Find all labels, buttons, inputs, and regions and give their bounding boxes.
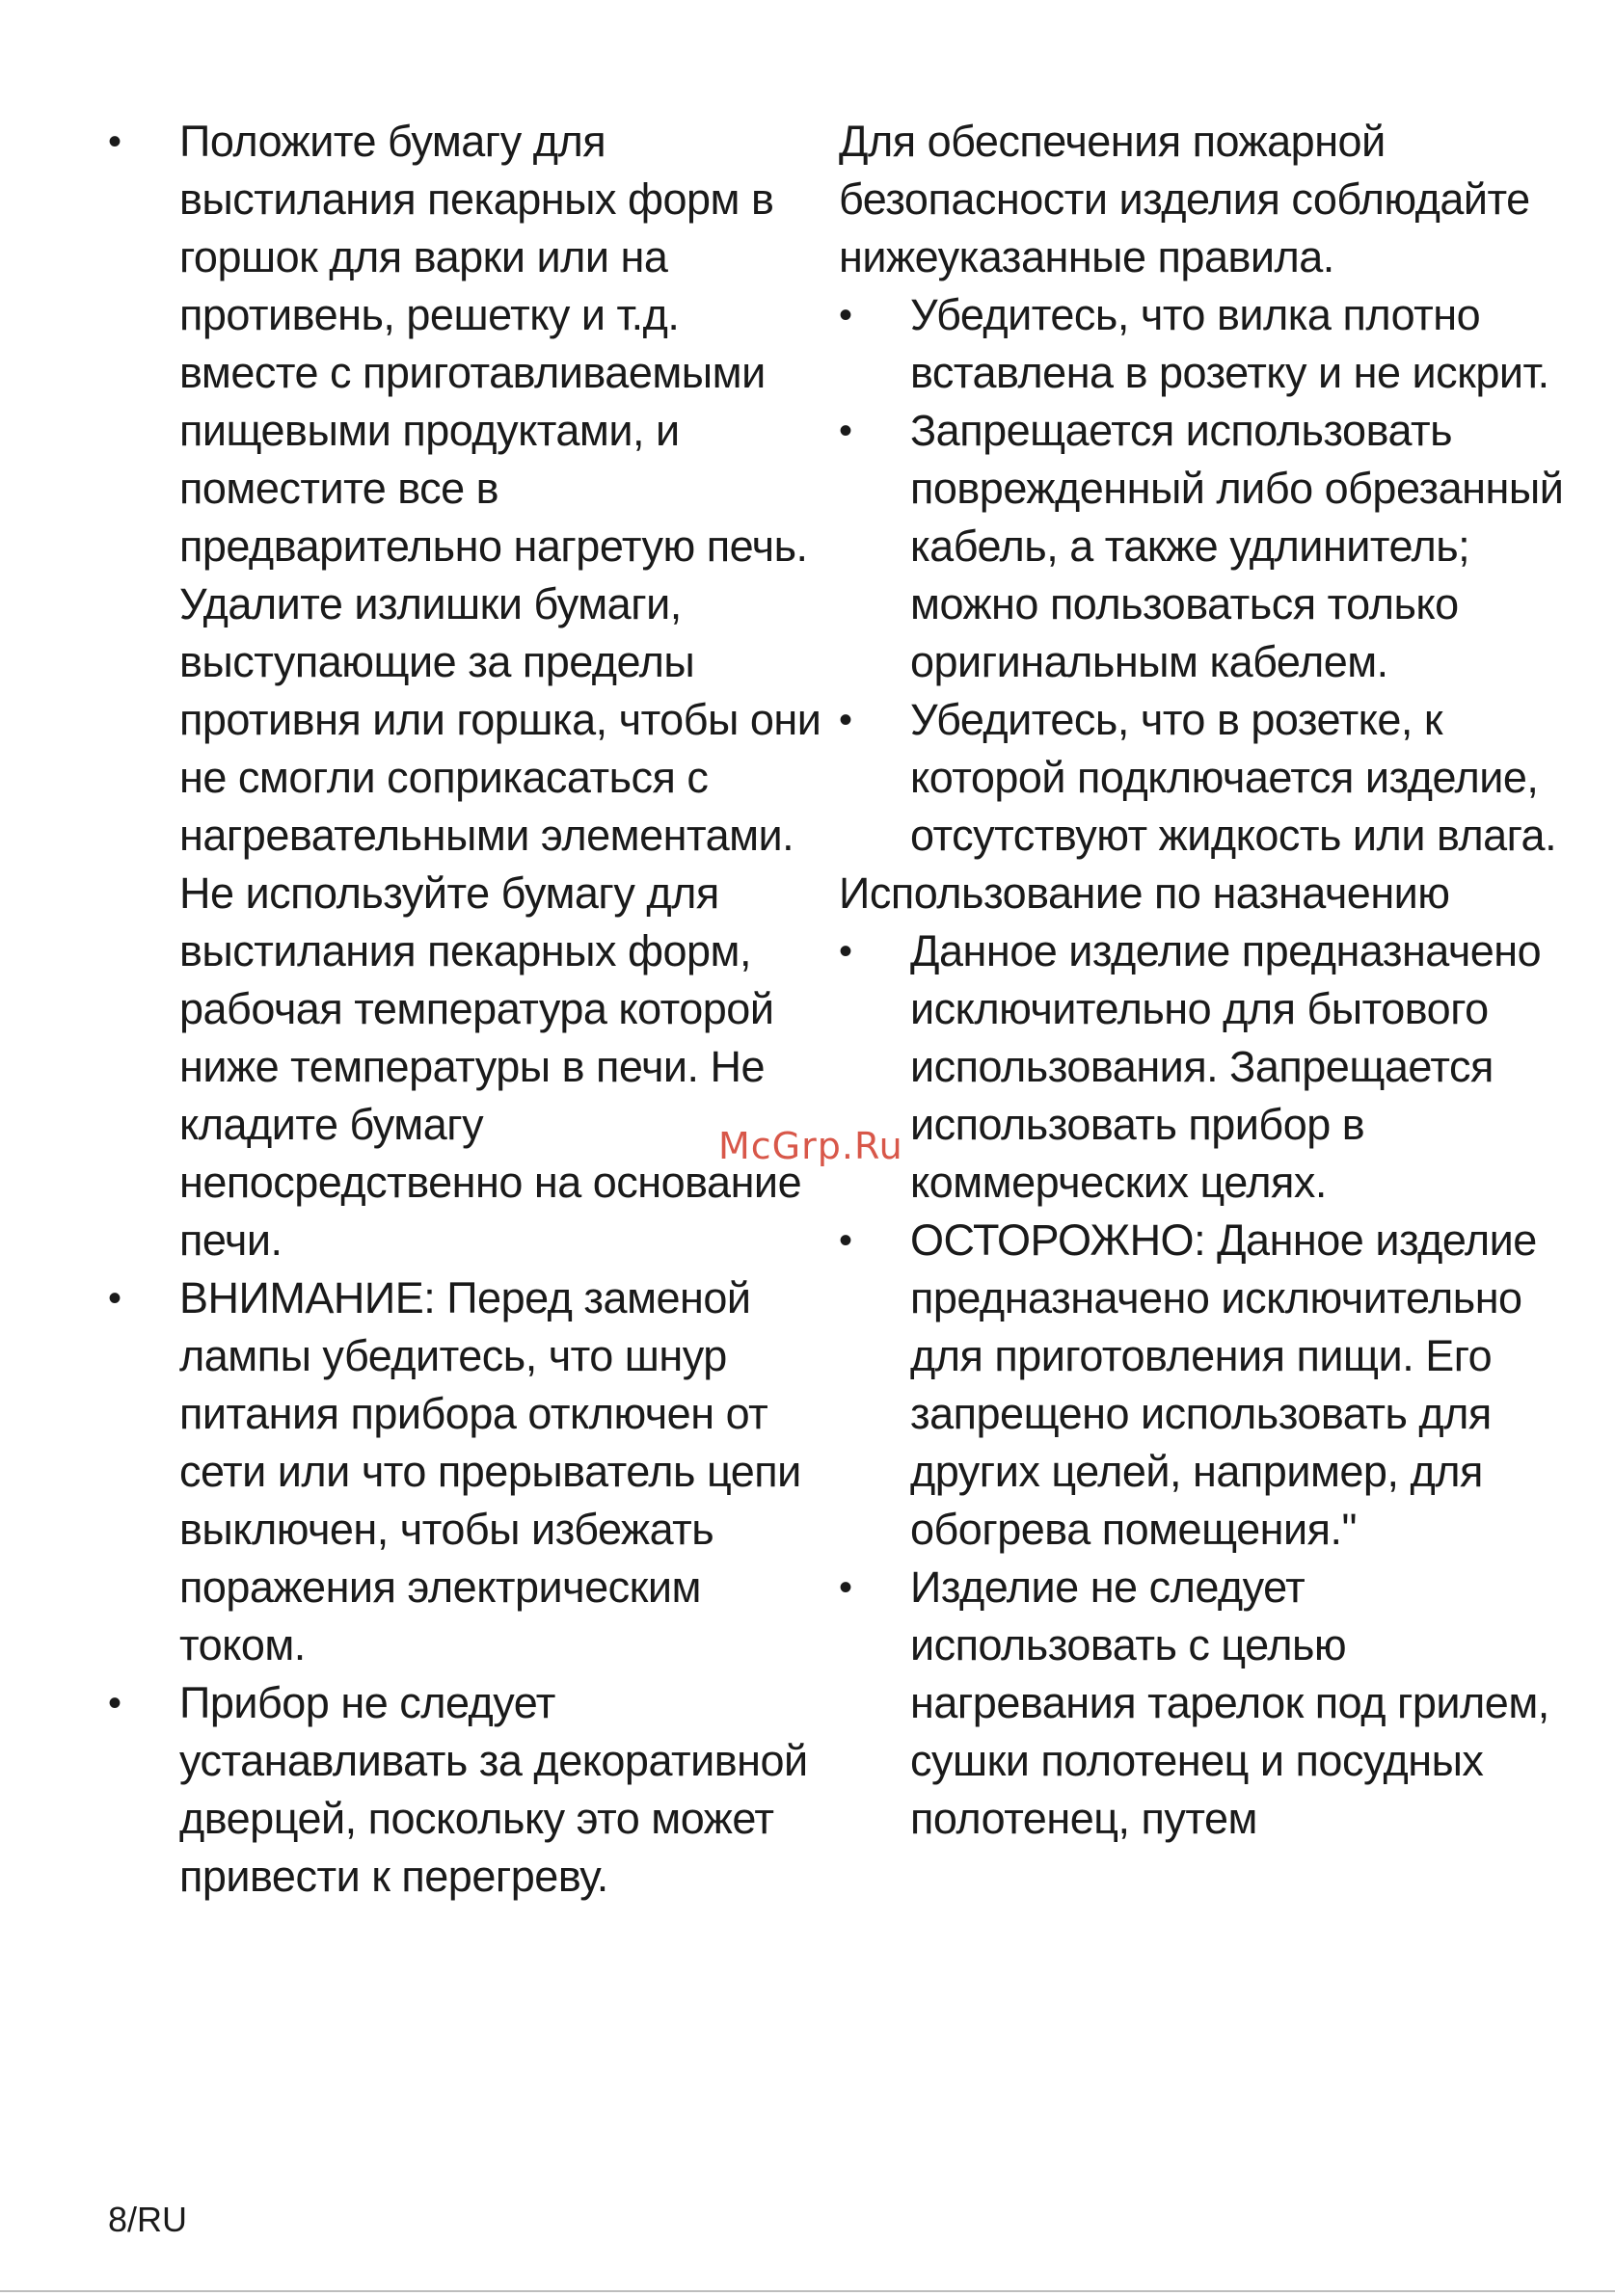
list-item (839, 922, 1572, 1212)
bullet-icon: • (839, 699, 852, 741)
page-number: 8/RU (108, 2200, 188, 2239)
list-item-text: Положите бумагу для выстилания пекарных форм в горшок для варки или на противень, решетку и т.д. вместе с приготавливаемыми пищевыми продуктами, и поместите все в предварительно нагретую печь. Удалите излишки бумаги, выступающие за пределы противня или горшка, чтобы они не смогли соприкасаться с нагревательными элементами. Не используйте бумагу для выстилания пекарных форм, рабочая температура которой ниже температуры в печи. Не кладите бумагу непосредственно на основание печи. (179, 117, 821, 1265)
right-column (839, 113, 1572, 1848)
list-item-text: Прибор не следует устанавливать за декоративной дверцей, поскольку это может привести к перегреву. (179, 1678, 808, 1901)
bullet-icon: • (839, 1566, 852, 1609)
list-item-text: Изделие не следует использовать с целью нагревания тарелок под грилем, сушки полотенец и посудных полотенец, путем (910, 1562, 1549, 1843)
list-item (108, 113, 821, 1269)
list-item-text: ОСТОРОЖНО: Данное изделие предназначено исключительно для приготовления пищи. Его запрещено использовать для других целей, например, для обогрева помещения." (910, 1215, 1537, 1554)
watermark-text: McGrp.Ru (718, 1125, 903, 1167)
list-item (839, 286, 1572, 402)
bullet-icon: • (108, 1682, 121, 1724)
list-item (839, 1212, 1572, 1559)
fire-safety-list (839, 286, 1572, 865)
list-item-text: Запрещается использовать поврежденный либо обрезанный кабель, а также удлинитель; можно пользоваться только оригинальным кабелем. (910, 406, 1564, 686)
list-item-text: Убедитесь, что в розетке, к которой подключается изделие, отсутствуют жидкость или влага. (910, 695, 1557, 860)
list-item (108, 1269, 821, 1674)
bullet-icon: • (839, 410, 852, 452)
left-bullet-list (108, 113, 821, 1906)
list-item-text: Убедитесь, что вилка плотно вставлена в розетку и не искрит. (910, 290, 1549, 397)
usage-list (839, 922, 1572, 1848)
list-item-text: ВНИМАНИЕ: Перед заменой лампы убедитесь, что шнур питания прибора отключен от сети или что прерыватель цепи выключен, чтобы избежать поражения электрическим током. (179, 1273, 801, 1669)
left-column (108, 113, 821, 1906)
bullet-icon: • (839, 930, 852, 973)
bullet-icon: • (839, 294, 852, 336)
bullet-icon: • (108, 120, 121, 163)
page-bottom-divider (0, 2290, 1615, 2292)
fire-safety-intro: Для обеспечения пожарной безопасности изделия соблюдайте нижеуказанные правила. (839, 117, 1530, 281)
list-item (839, 1559, 1572, 1848)
list-item (108, 1674, 821, 1906)
bullet-icon: • (108, 1277, 121, 1320)
list-item-text: Данное изделие предназначено исключительно для бытового использования. Запрещается использовать прибор в коммерческих целях. (910, 926, 1542, 1207)
list-item (839, 691, 1572, 865)
bullet-icon: • (839, 1219, 852, 1262)
list-item (839, 402, 1572, 691)
section-heading: Использование по назначению (839, 868, 1450, 918)
